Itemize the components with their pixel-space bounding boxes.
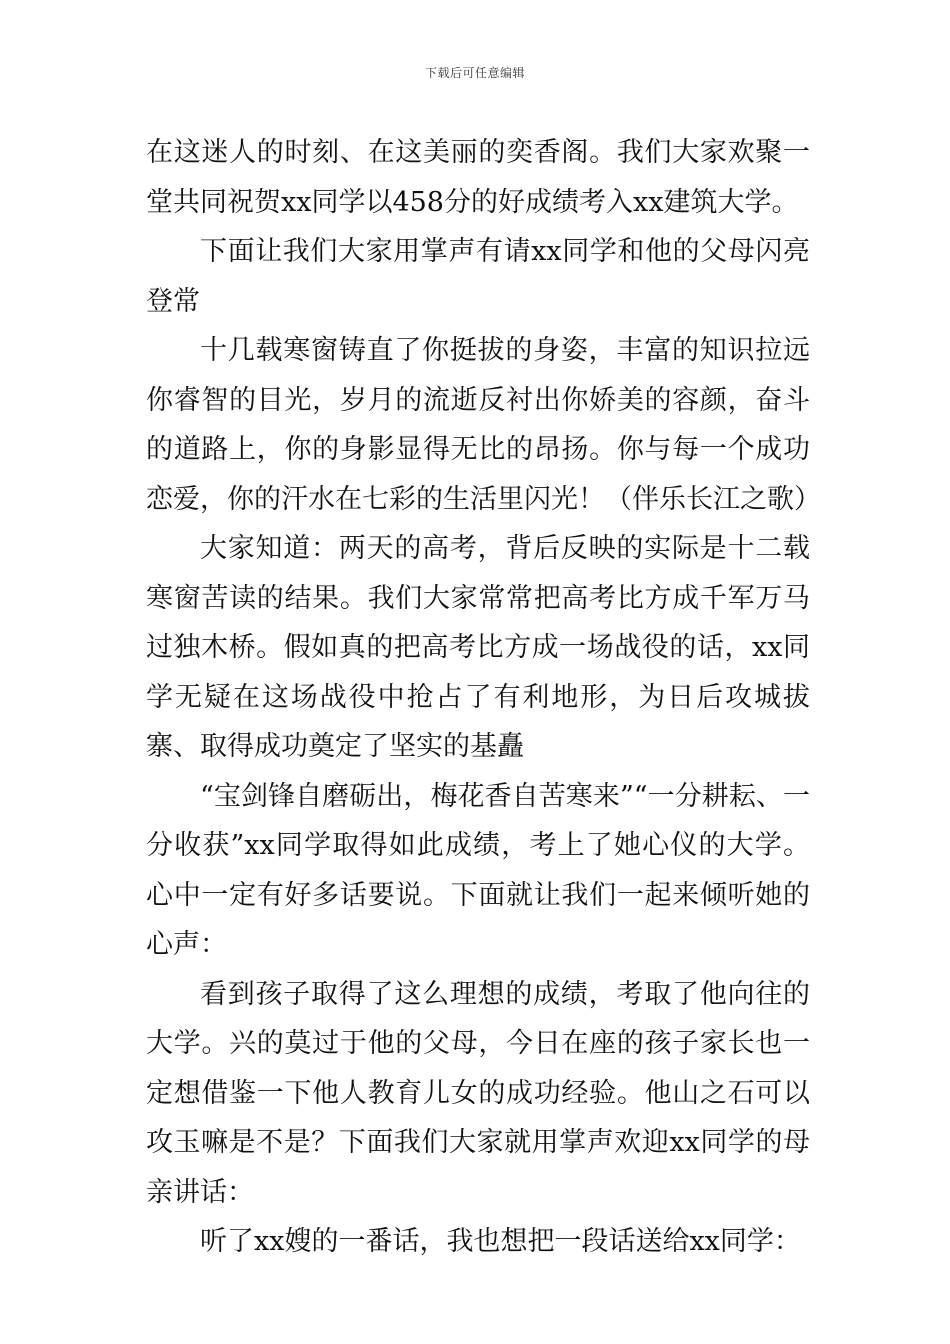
paragraph-7: 听了xx嫂的一番话，我也想把一段话送给xx同学： — [200, 1226, 801, 1257]
paragraph-3: 十几载寒窗铸直了你挺拔的身姿，丰富的知识拉远你睿智的目光，岁月的流逝反衬出你娇美的容颜，奋斗的道路上，你的身影显得无比的昂扬。你与每一个成功恋爱，你的汗水在七彩的生活里闪光！（伴乐长江之歌） — [146, 335, 821, 515]
paragraph-6: 看到孩子取得了这么理想的成绩，考取了他向往的大学。兴的莫过于他的父母，今日在座的孩子家长也一定想借鉴一下他人教育儿女的成功经验。他山之石可以攻玉嘛是不是？下面我们大家就用掌声欢迎xx同学的母亲讲话： — [146, 978, 810, 1208]
paragraph-1: 在这迷人的时刻、在这美丽的奕香阁。我们大家欢聚一堂共同祝贺xx同学以458分的好成绩考入xx建筑大学。 — [146, 137, 810, 218]
paragraph-5: “宝剑锋自磨砺出，梅花香自苦寒来”“一分耕耘、一分收获”xx同学取得如此成绩，考上了她心仪的大学。心中一定有好多话要说。下面就让我们一起来倾听她的心声： — [146, 780, 810, 960]
paragraph-4: 大家知道：两天的高考，背后反映的实际是十二载寒窗苦读的结果。我们大家常常把高考比方成千军万马过独木桥。假如真的把高考比方成一场战役的话，xx同学无疑在这场战役中抢占了有利地形，为日后攻城拔寨、取得成功奠定了坚实的基矗 — [146, 533, 810, 762]
page-header: 下载后可任意编辑 — [424, 66, 525, 80]
document-body — [146, 128, 821, 1267]
paragraph-2: 下面让我们大家用掌声有请xx同学和他的父母闪亮登常 — [146, 236, 810, 317]
